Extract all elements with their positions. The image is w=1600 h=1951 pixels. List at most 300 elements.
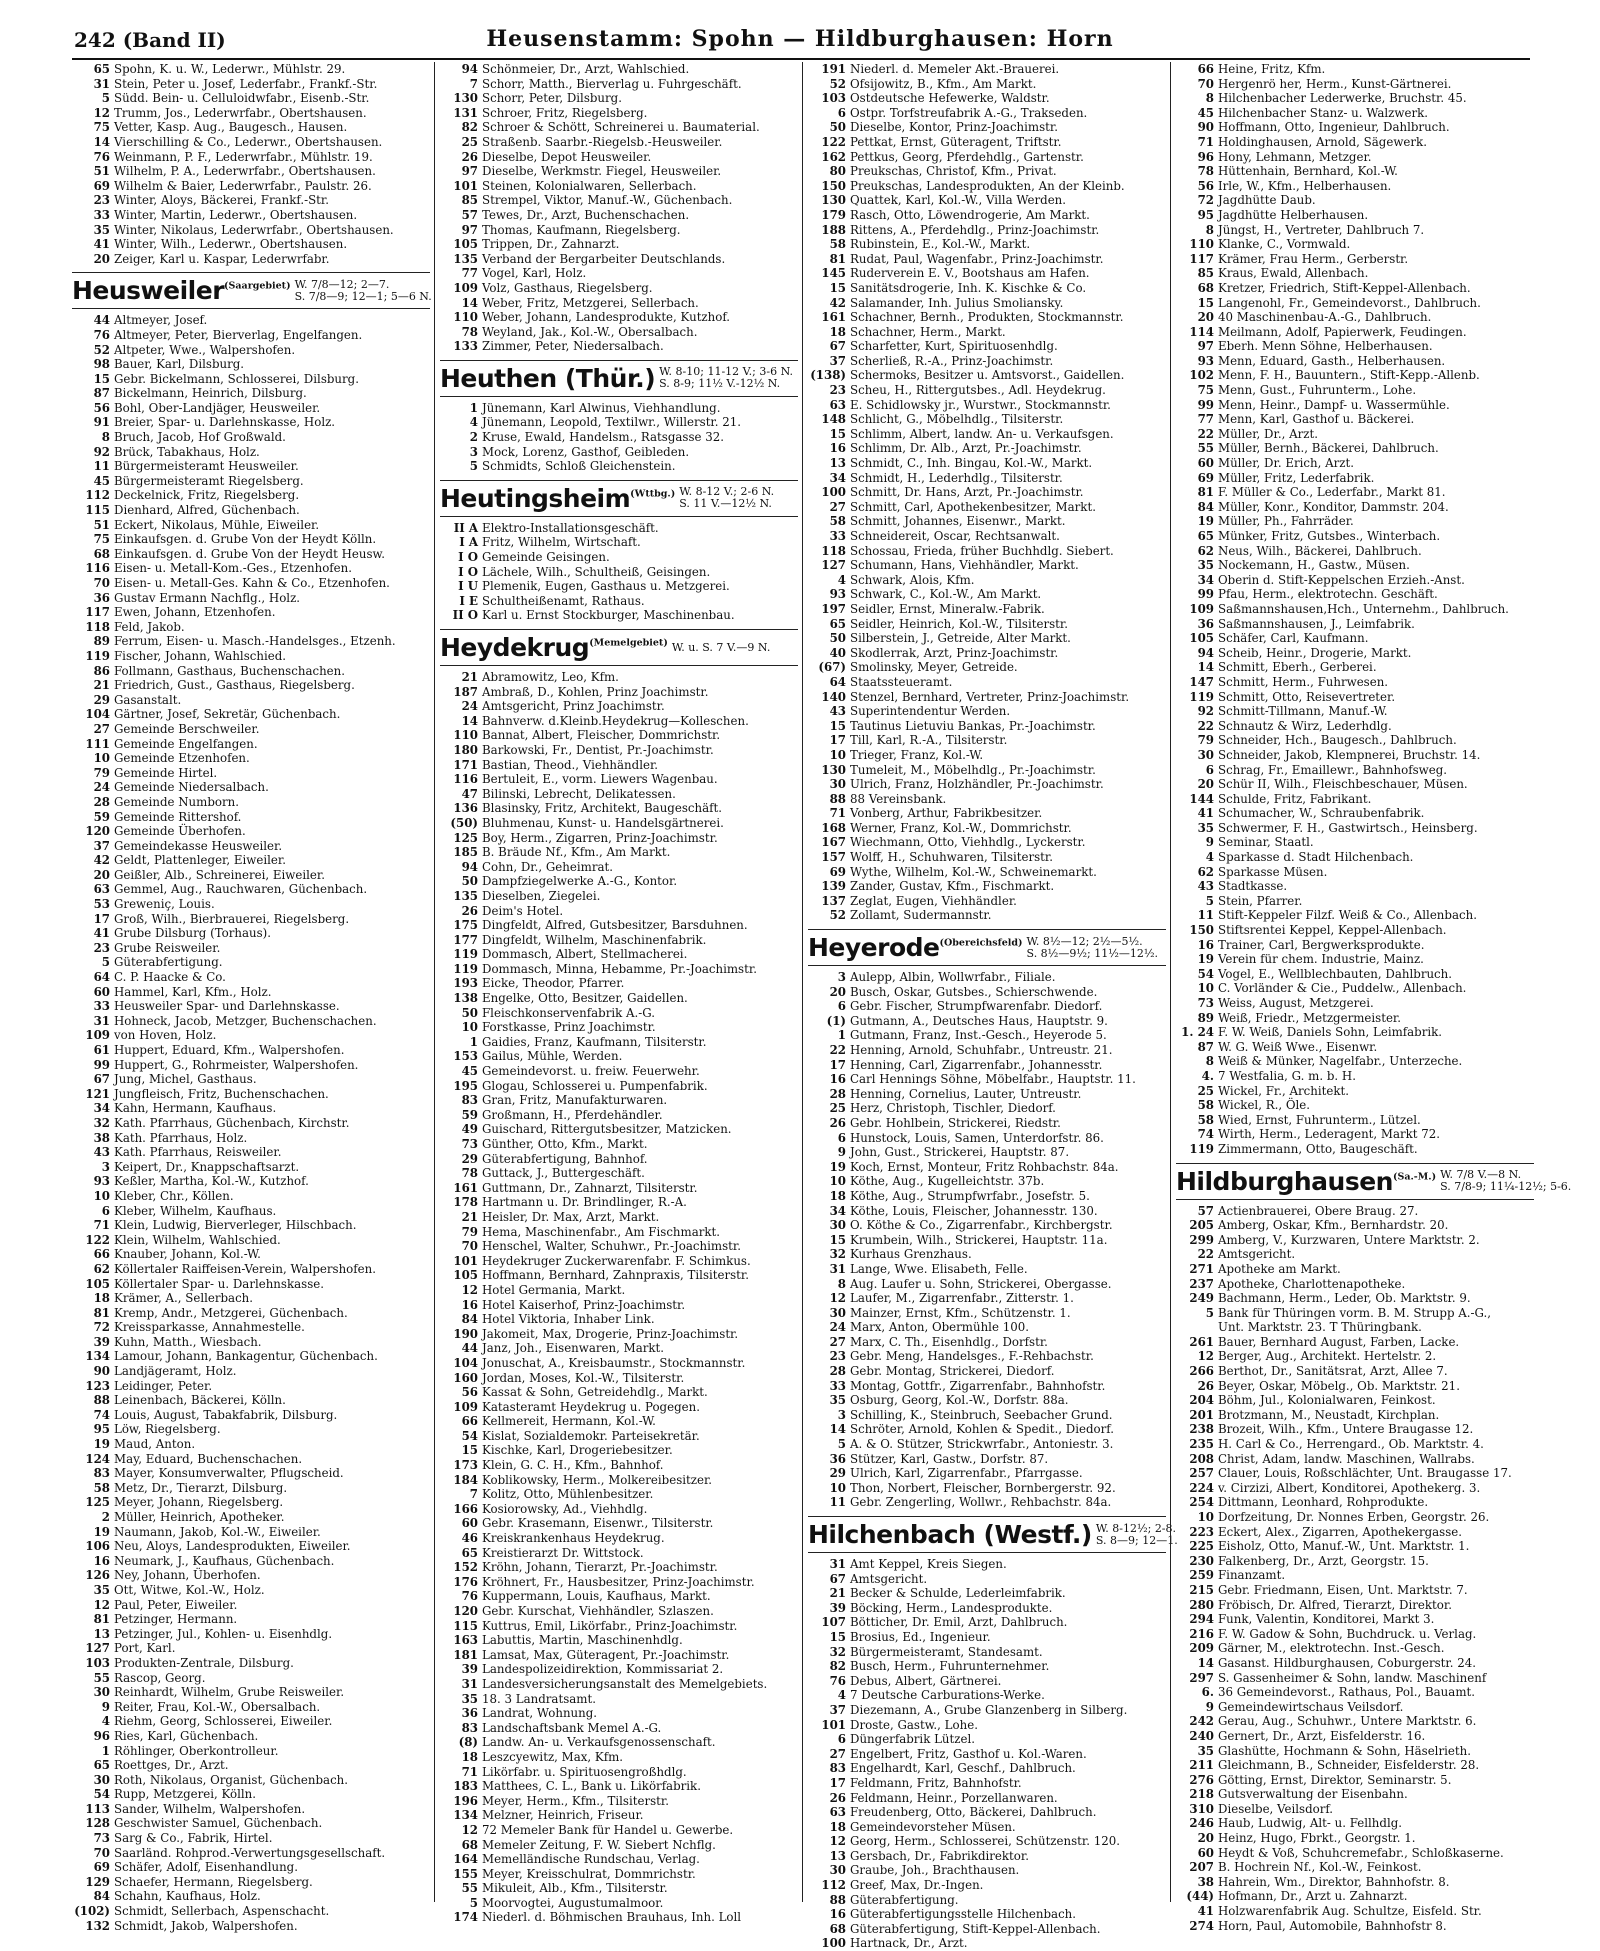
subscriber-name: Greweniç, Louis. xyxy=(114,897,215,912)
phone-number: 22 xyxy=(829,1043,846,1057)
subscriber-name: Staatssteueramt. xyxy=(850,674,953,689)
subscriber-name: Jüngst, H., Vertreter, Dahlbruch 7. xyxy=(1218,222,1425,237)
subscriber-name: Heisler, Dr. Max, Arzt, Markt. xyxy=(482,1209,660,1224)
phone-number: 29 xyxy=(829,1466,846,1481)
phone-number: 64 xyxy=(829,674,846,689)
directory-entry xyxy=(1176,1656,1534,1671)
phone-number: 81 xyxy=(93,1612,110,1627)
phone-number: 17 xyxy=(829,1775,846,1790)
phone-number: 93 xyxy=(93,1174,110,1189)
directory-entry xyxy=(440,1692,798,1707)
subscriber-name: Niederl. d. Memeler Akt.-Brauerei. xyxy=(850,62,1060,76)
subscriber-name: Landrat, Wohnung. xyxy=(482,1706,598,1721)
phone-number: 30 xyxy=(829,1218,846,1233)
subscriber-name: Ferrum, Eisen- u. Masch.-Handelsges., Etzenh. xyxy=(114,634,396,649)
directory-entry xyxy=(1176,1700,1534,1715)
subscriber-name: Eberh. Menn Söhne, Helberhausen. xyxy=(1218,339,1433,354)
phone-number: 83 xyxy=(461,1720,478,1735)
subscriber-name: Bötticher, Dr. Emil, Arzt, Dahlbruch. xyxy=(850,1615,1068,1630)
directory-entry xyxy=(1176,1641,1534,1656)
subscriber-name: Bruch, Jacob, Hof Großwald. xyxy=(114,430,286,445)
subscriber-name: Wilhelm, P. A., Lederwrfabr., Obertshausen. xyxy=(114,164,376,179)
subscriber-name: Jünemann, Leopold, Textilwr., Willerstr. 21. xyxy=(482,415,742,430)
directory-entry xyxy=(72,1408,430,1423)
directory-entry xyxy=(808,1189,1166,1204)
subscriber-name: Hahrein, Wm., Direktor, Bahnhofstr. 8. xyxy=(1218,1874,1450,1889)
phone-number: 54 xyxy=(461,1428,478,1443)
subscriber-name: Quattek, Karl, Kol.-W., Villa Werden. xyxy=(850,193,1067,208)
subscriber-name: Memeler Zeitung, F. W. Siebert Nchflg. xyxy=(482,1837,716,1852)
subscriber-name: Schrag, Fr., Emaillewr., Bahnhofsweg. xyxy=(1218,762,1448,777)
phone-number: 84 xyxy=(461,1312,478,1327)
directory-entry xyxy=(72,164,430,179)
directory-entry xyxy=(1176,193,1534,208)
subscriber-name: Schmidt, Sellerbach, Aspenschacht. xyxy=(114,1904,330,1919)
phone-number: 35 xyxy=(461,1691,478,1706)
subscriber-name: Gemeindewirtschaus Veilsdorf. xyxy=(1218,1699,1404,1714)
subscriber-name: Finanzamt. xyxy=(1218,1568,1286,1583)
phone-number: 93 xyxy=(1197,353,1214,368)
directory-entry xyxy=(72,780,430,795)
subscriber-name: Pettkat, Ernst, Güteragent, Triftstr. xyxy=(850,134,1062,149)
directory-entry xyxy=(808,368,1166,383)
subscriber-name: Ofsijowitz, B., Kfm., Am Markt. xyxy=(850,76,1037,91)
directory-entry xyxy=(72,955,430,970)
directory-entry xyxy=(1176,1787,1534,1802)
subscriber-name: Superintendentur Werden. xyxy=(850,704,1011,719)
subscriber-name: Abramowitz, Leo, Kfm. xyxy=(482,670,619,684)
subscriber-name: Böcking, Herm., Landesprodukte. xyxy=(850,1600,1053,1615)
subscriber-name: Landschaftsbank Memel A.-G. xyxy=(482,1720,662,1735)
subscriber-name: Kolitz, Otto, Mühlenbesitzer. xyxy=(482,1487,654,1502)
phone-number: 16 xyxy=(829,1907,846,1922)
phone-number: 12 xyxy=(93,105,110,120)
directory-entry xyxy=(440,266,798,281)
phone-number: 105 xyxy=(1189,631,1214,646)
phone-number: 56 xyxy=(1197,178,1214,193)
phone-number: 79 xyxy=(93,765,110,780)
phone-number: 36 xyxy=(829,1451,846,1466)
directory-entry xyxy=(808,748,1166,763)
phone-number: 62 xyxy=(93,1261,110,1276)
subscriber-name: Petzinger, Hermann. xyxy=(114,1612,238,1627)
phone-number: 8 xyxy=(1205,91,1214,106)
directory-entry xyxy=(808,529,1166,544)
subscriber-name: Kath. Pfarrhaus, Reisweiler. xyxy=(114,1145,282,1160)
directory-entry xyxy=(808,193,1166,208)
subscriber-name: Irle, W., Kfm., Helberhausen. xyxy=(1218,178,1392,193)
phone-number: 60 xyxy=(1197,456,1214,471)
subscriber-name: Eckert, Alex., Zigarren, Apothekergasse. xyxy=(1218,1524,1463,1539)
subscriber-name: Gärner, M., elektrotechn. Inst.-Gesch. xyxy=(1218,1641,1445,1656)
directory-entry xyxy=(72,1335,430,1350)
phone-number: 68 xyxy=(461,1837,478,1852)
subscriber-name: Heydekruger Zuckerwarenfabr. F. Schimkus. xyxy=(482,1253,751,1268)
subscriber-name: Engelbert, Fritz, Gasthof u. Kol.-Waren. xyxy=(850,1746,1087,1761)
phone-number: 97 xyxy=(461,222,478,237)
directory-entry xyxy=(1176,617,1534,632)
subscriber-name: Hilchenbacher Stanz- u. Walzwerk. xyxy=(1218,105,1429,120)
phone-number: 83 xyxy=(93,1466,110,1481)
subscriber-name: Elektro-Installationsgeschäft. xyxy=(482,520,659,535)
subscriber-name: Straßenb. Saarbr.-Riegelsb.-Heusweiler. xyxy=(482,134,723,149)
subscriber-name: Weyland, Jak., Kol.-W., Obersalbach. xyxy=(482,324,698,339)
subscriber-name: Trippen, Dr., Zahnarzt. xyxy=(482,237,620,252)
phone-number: 27 xyxy=(829,1334,846,1349)
subscriber-name: Hartnack, Dr., Arzt. xyxy=(850,1936,968,1951)
directory-entry xyxy=(72,120,430,135)
subscriber-name: 88 Vereinsbank. xyxy=(850,791,947,806)
subscriber-name: Hoffmann, Bernhard, Zahnpraxis, Tilsiterstr. xyxy=(482,1268,750,1283)
directory-entry xyxy=(808,266,1166,281)
directory-entry xyxy=(72,1889,430,1904)
subscriber-name: Paul, Peter, Eiweiler. xyxy=(114,1597,238,1612)
directory-entry xyxy=(808,1674,1166,1689)
phone-number: 21 xyxy=(461,670,478,684)
phone-number: 50 xyxy=(461,1005,478,1020)
phone-number: 88 xyxy=(829,1892,846,1907)
phone-number: 94 xyxy=(461,62,478,76)
phone-number: 50 xyxy=(461,874,478,889)
directory-entry xyxy=(72,1145,430,1160)
subscriber-name: Schilling, K., Steinbruch, Seebacher Grund. xyxy=(850,1407,1113,1422)
directory-entry xyxy=(440,1049,798,1064)
subscriber-name: Bilinski, Lebrecht, Delikatessen. xyxy=(482,786,676,801)
directory-entry xyxy=(1176,1084,1534,1099)
directory-entry xyxy=(440,459,798,474)
subscriber-name: Schmidt, H., Lederhdlg., Tilsiterstr. xyxy=(850,470,1063,485)
subscriber-name: Schachner, Herm., Markt. xyxy=(850,324,1006,339)
subscriber-name: Huppert, G., Rohrmeister, Walpershofen. xyxy=(114,1057,359,1072)
directory-entry xyxy=(1176,179,1534,194)
subscriber-name: Kosiorowsky, Ad., Viehhdlg. xyxy=(482,1501,648,1516)
subscriber-name: Stein, Pfarrer. xyxy=(1218,893,1303,908)
directory-entry xyxy=(440,1458,798,1473)
subscriber-name: Gärtner, Josef, Sekretär, Güchenbach. xyxy=(114,707,341,722)
directory-entry xyxy=(440,1823,798,1838)
directory-entry xyxy=(808,1218,1166,1233)
subscriber-name: Schmitt-Tillmann, Manuf.-W. xyxy=(1218,704,1388,719)
phone-number: 76 xyxy=(461,1589,478,1604)
directory-entry xyxy=(1176,646,1534,661)
directory-entry xyxy=(440,743,798,758)
directory-entry xyxy=(1176,879,1534,894)
directory-entry xyxy=(440,1327,798,1342)
subscriber-name: Geldt, Plattenleger, Eiweiler. xyxy=(114,853,286,868)
phone-number: 24 xyxy=(829,1320,846,1335)
directory-entry xyxy=(1176,1919,1534,1934)
subscriber-name: Thon, Norbert, Fleischer, Bornbergerstr. 92. xyxy=(850,1480,1116,1495)
phone-number: 93 xyxy=(829,587,846,602)
subscriber-name: Bluhmenau, Kunst- u. Handelsgärtnerei. xyxy=(482,815,724,830)
directory-entry xyxy=(808,704,1166,719)
directory-entry xyxy=(1176,1098,1534,1113)
phone-number: 266 xyxy=(1189,1364,1214,1379)
subscriber-name: Schür II, Wilh., Fleischbeschauer, Müsen. xyxy=(1218,777,1468,792)
phone-number: 25 xyxy=(461,134,478,149)
directory-entry xyxy=(440,1575,798,1590)
directory-entry xyxy=(440,1546,798,1561)
directory-entry xyxy=(1176,938,1534,953)
directory-entry xyxy=(1176,573,1534,588)
directory-entry xyxy=(1176,544,1534,559)
subscriber-name: Mikuleit, Alb., Kfm., Tilsiterstr. xyxy=(482,1881,668,1896)
phone-number: (102) xyxy=(74,1904,110,1919)
subscriber-name: Ulrich, Karl, Zigarrenfabr., Pfarrgasse. xyxy=(850,1466,1083,1481)
phone-number: 74 xyxy=(93,1407,110,1422)
phone-number: 94 xyxy=(1197,645,1214,660)
phone-number: 71 xyxy=(829,806,846,821)
phone-number: 218 xyxy=(1189,1787,1214,1802)
directory-entry xyxy=(1176,1758,1534,1773)
subscriber-name: Brosius, Ed., Ingenieur. xyxy=(850,1629,991,1644)
phone-number: 16 xyxy=(829,1072,846,1087)
phone-number: I E xyxy=(459,593,478,608)
subscriber-name: Hoffmann, Otto, Ingenieur, Dahlbruch. xyxy=(1218,120,1450,135)
directory-entry xyxy=(72,193,430,208)
subscriber-name: Schorr, Peter, Dilsburg. xyxy=(482,91,622,106)
directory-entry xyxy=(1176,850,1534,865)
phone-number: 109 xyxy=(453,1399,478,1414)
phone-number: 65 xyxy=(93,1758,110,1773)
directory-entry xyxy=(72,1700,430,1715)
directory-entry xyxy=(1176,865,1534,880)
directory-entry xyxy=(440,1604,798,1619)
phone-number: 114 xyxy=(1189,324,1214,339)
phone-number: 35 xyxy=(93,1582,110,1597)
phone-number: 20 xyxy=(829,984,846,999)
phone-number: 36 xyxy=(461,1706,478,1721)
subscriber-name: Kröhnert, Fr., Hausbesitzer, Prinz-Joachimstr. xyxy=(482,1574,755,1589)
directory-entry xyxy=(1176,471,1534,486)
phone-number: 116 xyxy=(453,772,478,787)
subscriber-name: Hotel Viktoria, Inhaber Link. xyxy=(482,1312,655,1327)
directory-entry xyxy=(440,1239,798,1254)
phone-number: 44 xyxy=(461,1341,478,1356)
phone-number: 33 xyxy=(829,529,846,543)
subscriber-name: Neumark, J., Kaufhaus, Güchenbach. xyxy=(114,1553,335,1568)
subscriber-name: Schumann, Hans, Viehhändler, Markt. xyxy=(850,558,1079,573)
phone-number: 27 xyxy=(829,499,846,514)
subscriber-name: Boy, Herm., Zigarren, Prinz-Joachimstr. xyxy=(482,830,718,845)
phone-number: 167 xyxy=(821,835,846,850)
directory-entry xyxy=(808,1718,1166,1733)
subscriber-name: Glogau, Schlosserei u. Pumpenfabrik. xyxy=(482,1078,708,1093)
column-divider xyxy=(434,62,435,1902)
place-name: Hildburghausen xyxy=(1176,1166,1393,1196)
directory-entry xyxy=(72,1101,430,1116)
directory-entry xyxy=(808,164,1166,179)
subscriber-name: Plemenik, Eugen, Gasthaus u. Metzgerei. xyxy=(482,579,730,594)
phone-number: 101 xyxy=(453,1253,478,1268)
subscriber-name: 7 Westfalia, G. m. b. H. xyxy=(1218,1068,1356,1083)
phone-number: 74 xyxy=(1197,1127,1214,1142)
directory-entry xyxy=(808,325,1166,340)
phone-number: 73 xyxy=(93,1831,110,1846)
directory-entry xyxy=(440,976,798,991)
subscriber-name: Klein, G. C. H., Kfm., Bahnhof. xyxy=(482,1458,664,1473)
directory-entry xyxy=(440,430,798,445)
subscriber-name: Ruderverein E. V., Bootshaus am Hafen. xyxy=(850,266,1090,281)
directory-entry xyxy=(1176,1349,1534,1364)
phone-number: 85 xyxy=(1197,266,1214,281)
phone-number: 12 xyxy=(93,1597,110,1612)
directory-entry xyxy=(72,1277,430,1292)
phone-number: 21 xyxy=(461,1209,478,1224)
subscriber-name: Kreissparkasse, Annahmestelle. xyxy=(114,1320,305,1335)
subscriber-name: Gutmann, A., Deutsches Haus, Hauptstr. 9. xyxy=(850,1013,1108,1028)
subscriber-name: Preukschas, Christof, Kfm., Privat. xyxy=(850,164,1057,179)
directory-entry xyxy=(1176,587,1534,602)
phone-number: 67 xyxy=(93,1072,110,1087)
phone-number: 42 xyxy=(93,853,110,868)
directory-entry xyxy=(72,1058,430,1073)
phone-number: 274 xyxy=(1189,1918,1214,1933)
phone-number: 107 xyxy=(821,1615,846,1630)
phone-number: 12 xyxy=(1197,1349,1214,1364)
directory-entry xyxy=(72,91,430,106)
phone-number: 84 xyxy=(93,1889,110,1904)
subscriber-name: Klein, Wilhelm, Wahlschied. xyxy=(114,1232,281,1247)
subscriber-name: Henning, Cornelius, Lauter, Untreustr. xyxy=(850,1086,1082,1101)
phone-number: 15 xyxy=(93,371,110,386)
subscriber-name: Gemeinde Berschweiler. xyxy=(114,721,260,736)
subscriber-name: Gebr. Fischer, Strumpfwarenfabr. Diedorf. xyxy=(850,999,1103,1014)
subscriber-name: Ostdeutsche Hefewerke, Waldstr. xyxy=(850,91,1050,106)
phone-number: 69 xyxy=(93,178,110,193)
phone-number: 3 xyxy=(469,444,478,459)
directory-entry xyxy=(440,1225,798,1240)
subscriber-name: Zeglat, Eugen, Viehhändler. xyxy=(850,893,1017,908)
subscriber-name: Güterabfertigung. xyxy=(850,1892,959,1907)
directory-entry xyxy=(440,1516,798,1531)
directory-entry xyxy=(72,547,430,562)
subscriber-name: F. W. Weiß, Daniels Sohn, Leimfabrik. xyxy=(1218,1025,1443,1040)
phone-number: 83 xyxy=(829,1761,846,1776)
phone-number: 249 xyxy=(1189,1291,1214,1306)
directory-entry xyxy=(1176,1846,1534,1861)
phone-number: 81 xyxy=(1197,485,1214,500)
subscriber-name: Gemeinde Numborn. xyxy=(114,794,239,809)
subscriber-name: Kuttrus, Emil, Likörfabr., Prinz-Joachimstr. xyxy=(482,1618,738,1633)
phone-number: 34 xyxy=(93,1101,110,1116)
directory-entry xyxy=(440,1195,798,1210)
phone-number: 33 xyxy=(93,207,110,222)
phone-number: 95 xyxy=(1197,207,1214,222)
phone-number: 50 xyxy=(829,120,846,135)
phone-number: 4 xyxy=(1205,850,1214,865)
directory-entry xyxy=(1176,120,1534,135)
phone-number: 71 xyxy=(93,1218,110,1233)
directory-entry xyxy=(808,1335,1166,1350)
phone-number: 205 xyxy=(1189,1218,1214,1233)
subscriber-name: Landesversicherungsanstalt des Memelgebiets. xyxy=(482,1676,768,1691)
directory-entry xyxy=(72,1525,430,1540)
phone-number: 109 xyxy=(85,1028,110,1043)
phone-number: 31 xyxy=(93,1013,110,1028)
directory-entry xyxy=(440,918,798,933)
directory-entry xyxy=(440,1356,798,1371)
directory-entry xyxy=(1176,981,1534,996)
phone-number: 209 xyxy=(1189,1641,1214,1656)
directory-entry xyxy=(440,1881,798,1896)
phone-number: 32 xyxy=(829,1247,846,1262)
page-header xyxy=(0,22,1600,56)
phone-number: 13 xyxy=(93,1626,110,1641)
phone-number: 153 xyxy=(453,1049,478,1064)
subscriber-name: Jakomeit, Max, Drogerie, Prinz-Joachimstr. xyxy=(482,1326,739,1341)
subscriber-name: Hergenrö her, Herm., Kunst-Gärtnerei. xyxy=(1218,76,1452,91)
phone-number: 15 xyxy=(829,426,846,441)
directory-entry xyxy=(440,208,798,223)
directory-entry xyxy=(440,281,798,296)
subscriber-name: Lamsat, Max, Güteragent, Pr.-Joachimstr. xyxy=(482,1647,730,1662)
subscriber-name: Kahn, Hermann, Kaufhaus. xyxy=(114,1101,277,1116)
directory-entry xyxy=(440,1531,798,1546)
directory-entry xyxy=(808,150,1166,165)
subscriber-name: Mayer, Konsumverwalter, Pflugscheid. xyxy=(114,1466,344,1481)
directory-entry xyxy=(440,1750,798,1765)
subscriber-name: Gleichmann, B., Schneider, Eisfelderstr. 28. xyxy=(1218,1758,1480,1773)
subscriber-name: Moorvogtei, Augustumalmoor. xyxy=(482,1895,664,1910)
phone-number: 11 xyxy=(93,459,110,474)
directory-entry xyxy=(72,1729,430,1744)
subscriber-name: Bannat, Albert, Fleischer, Dommrichstr. xyxy=(482,728,721,743)
directory-entry xyxy=(440,685,798,700)
subscriber-name: Port, Karl. xyxy=(114,1641,176,1656)
directory-entry xyxy=(808,1893,1166,1908)
phone-number: 4 xyxy=(837,572,846,587)
phone-number: 21 xyxy=(93,678,110,693)
subscriber-name: Schmitt, Eberh., Gerberei. xyxy=(1218,660,1377,675)
directory-entry xyxy=(1176,923,1534,938)
phone-number: 52 xyxy=(93,342,110,357)
phone-number: 35 xyxy=(829,1393,846,1408)
directory-entry xyxy=(808,1805,1166,1820)
phone-number: 90 xyxy=(1197,120,1214,135)
phone-number: 6 xyxy=(1205,762,1214,777)
directory-entry xyxy=(440,758,798,773)
phone-number: 180 xyxy=(453,742,478,757)
subscriber-name: Eicke, Theodor, Pfarrer. xyxy=(482,976,625,991)
directory-entry xyxy=(1176,252,1534,267)
phone-number: 23 xyxy=(93,940,110,955)
directory-entry xyxy=(1176,558,1534,573)
phone-number: 26 xyxy=(461,903,478,918)
subscriber-name: Clauer, Louis, Roßschlächter, Unt. Braugasse 17. xyxy=(1218,1466,1512,1481)
phone-number: 10 xyxy=(829,1174,846,1189)
subscriber-name: Dorfzeitung, Dr. Nonnes Erben, Georgstr. 26. xyxy=(1218,1510,1490,1524)
directory-entry xyxy=(1176,1627,1534,1642)
subscriber-name: Schwark, Alois, Kfm. xyxy=(850,572,975,587)
subscriber-name: Amberg, Oskar, Kfm., Bernhardstr. 20. xyxy=(1218,1218,1449,1233)
phone-number: 138 xyxy=(453,991,478,1006)
directory-entry xyxy=(440,401,798,416)
subscriber-name: Schröter, Arnold, Kohlen & Spedit., Diedorf. xyxy=(850,1422,1114,1437)
directory-entry xyxy=(1176,1598,1534,1613)
phone-number: 68 xyxy=(93,546,110,561)
directory-entry xyxy=(1176,1291,1534,1306)
directory-entry xyxy=(440,296,798,311)
subscriber-name: Gemeindevorst. u. freiw. Feuerwehr. xyxy=(482,1064,700,1079)
subscriber-name: Gemeinde Überhofen. xyxy=(114,824,246,839)
subscriber-name: Silberstein, J., Getreide, Alter Markt. xyxy=(850,631,1071,646)
directory-entry xyxy=(440,772,798,787)
directory-entry xyxy=(72,1379,430,1394)
subscriber-name: Schroer & Schött, Schreinerei u. Baumaterial. xyxy=(482,120,760,135)
directory-entry xyxy=(808,1131,1166,1146)
subscriber-name: Apotheke am Markt. xyxy=(1218,1261,1341,1276)
